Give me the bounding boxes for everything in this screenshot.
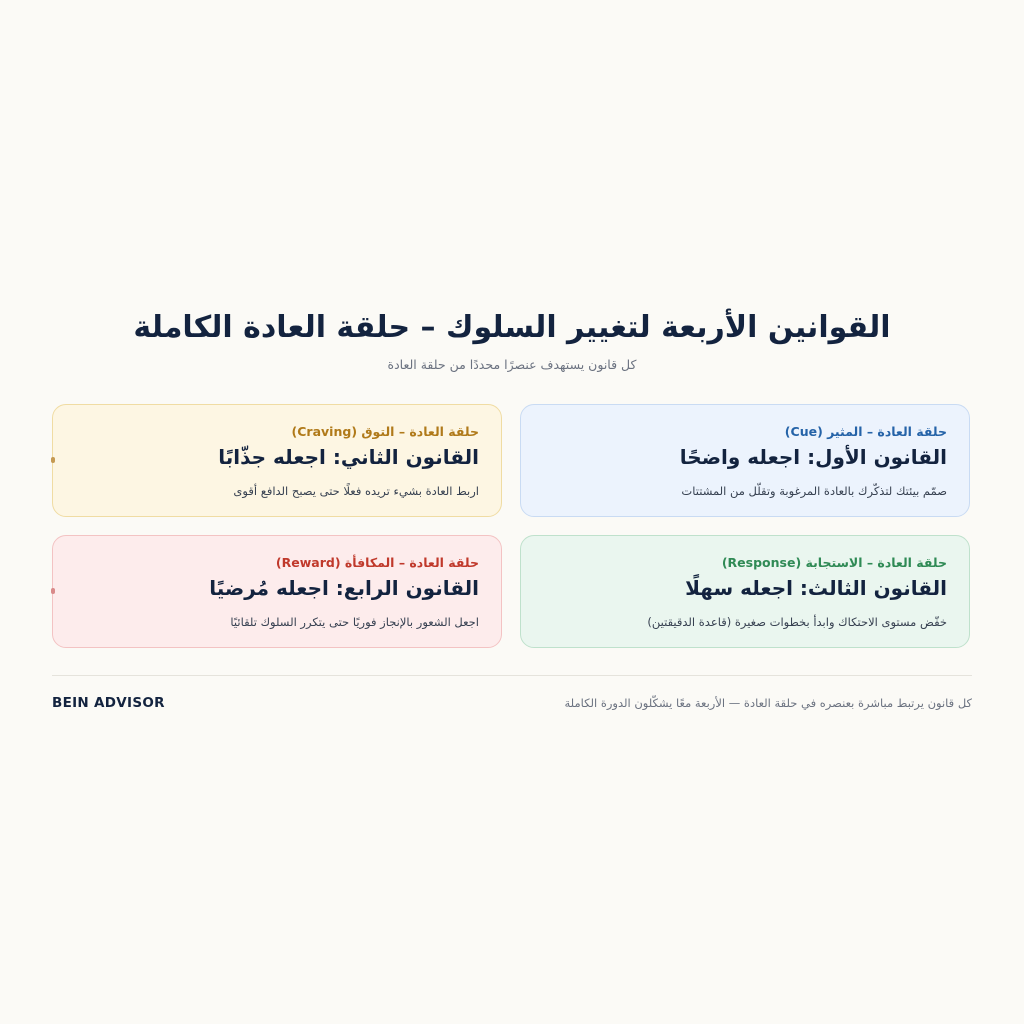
infographic — [52, 0, 972, 1024]
page-title: القوانين الأربعة لتغيير السلوك – حلقة العادة الكاملة — [133, 310, 891, 345]
law-card-cue — [520, 404, 970, 517]
card-tag: حلقة العادة – المثير (Cue) — [784, 424, 947, 439]
card-heading: القانون الرابع: اجعله مُرضيًا — [209, 576, 479, 600]
card-description: اجعل الشعور بالإنجاز فوريًا حتى يتكرر السلوك تلقائيًا — [230, 615, 479, 629]
card-heading: القانون الثاني: اجعله جذّابًا — [218, 445, 479, 469]
brand-name: BEIN ADVISOR — [52, 695, 165, 711]
page-subtitle: كل قانون يستهدف عنصرًا محددًا من حلقة العادة — [387, 357, 637, 372]
card-heading: القانون الأول: اجعله واضحًا — [679, 445, 947, 469]
card-tag: حلقة العادة – الاستجابة (Response) — [721, 555, 947, 570]
card-description: خفّض مستوى الاحتكاك وابدأ بخطوات صغيرة (قاعدة الدقيقتين) — [647, 615, 947, 629]
footer-divider — [52, 675, 972, 676]
edge-marker — [51, 588, 55, 594]
footer-note: كل قانون يرتبط مباشرة بعنصره في حلقة العادة — الأربعة معًا يشكّلون الدورة الكاملة — [564, 696, 972, 710]
card-heading: القانون الثالث: اجعله سهلًا — [685, 576, 947, 600]
card-tag: حلقة العادة – المكافأة (Reward) — [275, 555, 479, 570]
card-description: صمّم بيئتك لتذكّرك بالعادة المرغوبة وتقلّل من المشتتات — [681, 484, 947, 498]
law-card-craving — [52, 404, 502, 517]
card-description: اربط العادة بشيء تريده فعلًا حتى يصبح الدافع أقوى — [233, 484, 479, 498]
law-card-reward — [52, 535, 502, 648]
law-card-response — [520, 535, 970, 648]
card-tag: حلقة العادة – التوق (Craving) — [291, 424, 479, 439]
edge-marker — [51, 457, 55, 463]
